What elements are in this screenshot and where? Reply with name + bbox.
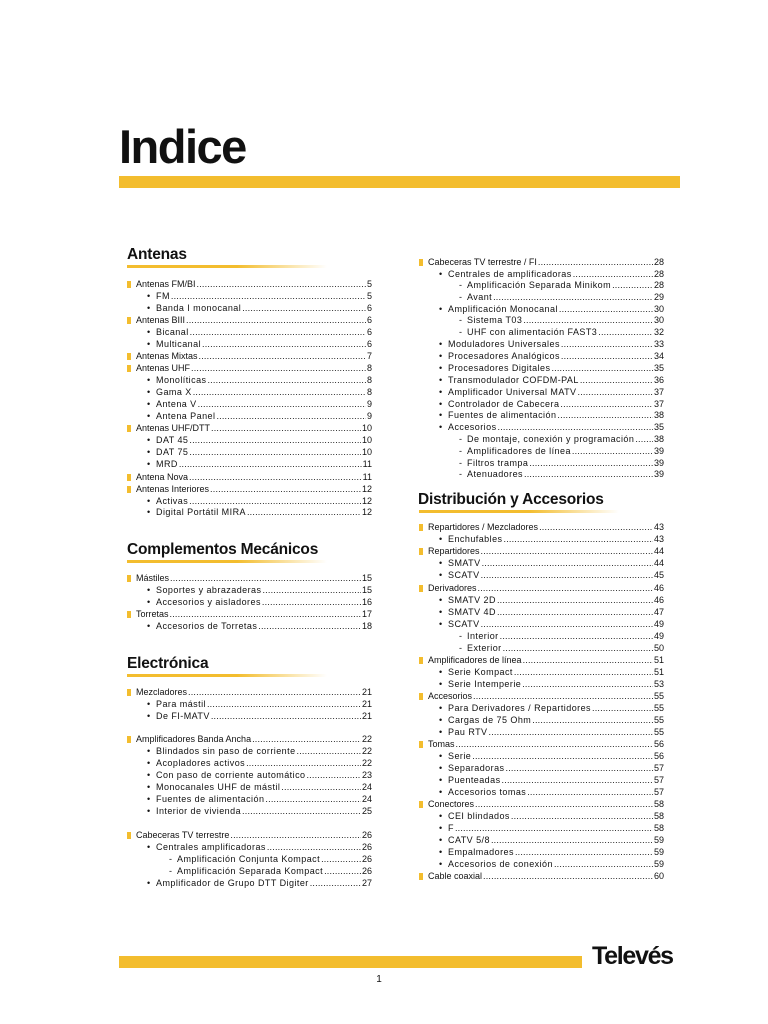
bullet-marker-icon xyxy=(127,425,131,432)
toc-subentry[interactable]: • Antena V ..... 9 xyxy=(147,399,372,410)
bullet-marker-icon xyxy=(127,611,131,618)
bullet-dot-icon: • xyxy=(147,711,151,721)
toc-subentry[interactable]: • Accesorios de Torretas ..... 18 xyxy=(147,621,372,632)
bullet-dot-icon: • xyxy=(439,823,443,833)
toc-subentry[interactable]: • Procesadores Digitales ..... 35 xyxy=(439,363,664,374)
toc-subentry[interactable]: • Acopladores activos ..... 22 xyxy=(147,758,372,769)
bullet-marker-icon xyxy=(127,353,131,360)
bullet-marker-icon xyxy=(127,736,131,743)
toc-subsubentry[interactable]: - Interior ..... 49 xyxy=(459,631,664,642)
bullet-dot-icon: • xyxy=(439,375,443,385)
bullet-dot-icon: • xyxy=(439,410,443,420)
toc-subentry[interactable]: • SMATV 2D ..... 46 xyxy=(439,595,664,606)
toc-subentry[interactable]: • Centrales de amplificadoras ..... 28 xyxy=(439,269,664,280)
toc-subentry[interactable]: • MRD ..... 11 xyxy=(147,459,372,470)
bullet-dot-icon: • xyxy=(439,558,443,568)
toc-subentry[interactable]: • Cargas de 75 Ohm ..... 55 xyxy=(439,715,664,726)
toc-entry[interactable]: Torretas ..... 17 xyxy=(127,609,372,620)
toc-subentry[interactable]: • Pau RTV ..... 55 xyxy=(439,727,664,738)
bullet-marker-icon xyxy=(419,524,423,531)
toc-subentry[interactable]: • Controlador de Cabecera ..... 37 xyxy=(439,399,664,410)
toc-entry[interactable]: Amplificadores de línea ..... 51 xyxy=(419,655,664,666)
bullet-dot-icon: • xyxy=(147,794,151,804)
bullet-marker-icon xyxy=(127,365,131,372)
toc-subentry[interactable]: • SCATV ..... 49 xyxy=(439,619,664,630)
bullet-marker-icon xyxy=(419,741,423,748)
bullet-dot-icon: • xyxy=(147,387,151,397)
bullet-dot-icon: • xyxy=(439,387,443,397)
toc-subsubentry[interactable]: - Sistema T03 ..... 30 xyxy=(459,315,664,326)
bullet-dot-icon: • xyxy=(439,595,443,605)
dash-marker-icon: - xyxy=(459,458,462,468)
toc-entry[interactable]: Antenas FM/BI ..... 5 xyxy=(127,279,372,290)
toc-subentry[interactable]: • Con paso de corriente automático ..... 23 xyxy=(147,770,372,781)
toc-subentry[interactable]: • Amplificación Monocanal ..... 30 xyxy=(439,304,664,315)
toc-entry[interactable]: Conectores ..... 58 xyxy=(419,799,664,810)
toc-subsubentry[interactable]: - Avant ..... 29 xyxy=(459,292,664,303)
toc-subentry[interactable]: • F ..... 58 xyxy=(439,823,664,834)
dash-marker-icon: - xyxy=(459,280,462,290)
bullet-dot-icon: • xyxy=(439,422,443,432)
bullet-marker-icon xyxy=(419,259,423,266)
section-title-antenas: Antenas xyxy=(127,246,187,263)
bullet-dot-icon: • xyxy=(147,339,151,349)
toc-subentry[interactable]: • CATV 5/8 ..... 59 xyxy=(439,835,664,846)
dash-marker-icon: - xyxy=(459,643,462,653)
toc-entry[interactable]: Cabeceras TV terrestre / FI ..... 28 xyxy=(419,257,664,268)
bullet-dot-icon: • xyxy=(147,842,151,852)
toc-subentry[interactable]: • Para mástil ..... 21 xyxy=(147,699,372,710)
bullet-dot-icon: • xyxy=(439,269,443,279)
toc-entry[interactable]: Mástiles ..... 15 xyxy=(127,573,372,584)
bullet-marker-icon xyxy=(127,486,131,493)
toc-subentry[interactable]: • Monocanales UHF de mástil ..... 24 xyxy=(147,782,372,793)
bullet-dot-icon: • xyxy=(439,859,443,869)
bullet-marker-icon xyxy=(419,873,423,880)
toc-subentry[interactable]: • Antena Panel ..... 9 xyxy=(147,411,372,422)
toc-entry[interactable]: Amplificadores Banda Ancha ..... 22 xyxy=(127,734,372,745)
toc-subentry[interactable]: • Monolíticas ..... 8 xyxy=(147,375,372,386)
bullet-dot-icon: • xyxy=(439,703,443,713)
toc-subentry[interactable]: • Accesorios y aisladores ..... 16 xyxy=(147,597,372,608)
toc-subentry[interactable]: • Transmodulador COFDM-PAL ..... 36 xyxy=(439,375,664,386)
brand-logo: Televés xyxy=(592,942,673,970)
toc-subsubentry[interactable]: - Filtros trampa ..... 39 xyxy=(459,458,664,469)
bullet-dot-icon: • xyxy=(147,878,151,888)
toc-entry[interactable]: Cable coaxial ..... 60 xyxy=(419,871,664,882)
toc-subsubentry[interactable]: - UHF con alimentación FAST3 ..... 32 xyxy=(459,327,664,338)
toc-subsubentry[interactable]: - Atenuadores ..... 39 xyxy=(459,469,664,480)
page-title: Indice xyxy=(119,120,246,173)
dash-marker-icon: - xyxy=(459,315,462,325)
toc-subentry[interactable]: • Fuentes de alimentación ..... 38 xyxy=(439,410,664,421)
toc-subentry[interactable]: • Accesorios ..... 35 xyxy=(439,422,664,433)
bullet-dot-icon: • xyxy=(147,806,151,816)
toc-subentry[interactable]: • Digital Portátil MIRA ..... 12 xyxy=(147,507,372,518)
bullet-dot-icon: • xyxy=(439,775,443,785)
bullet-marker-icon xyxy=(419,801,423,808)
section-rule xyxy=(127,674,327,677)
toc-subentry[interactable]: • Enchufables ..... 43 xyxy=(439,534,664,545)
bullet-dot-icon: • xyxy=(439,835,443,845)
toc-subsubentry[interactable]: - Exterior ..... 50 xyxy=(459,643,664,654)
toc-subsubentry[interactable]: - De montaje, conexión y programación ..... 38 xyxy=(459,434,664,445)
toc-subentry[interactable]: • Centrales amplificadoras ..... 26 xyxy=(147,842,372,853)
toc-subentry[interactable]: • Soportes y abrazaderas ..... 15 xyxy=(147,585,372,596)
bullet-dot-icon: • xyxy=(147,399,151,409)
toc-subentry[interactable]: • Accesorios de conexión ..... 59 xyxy=(439,859,664,870)
toc-subsubentry[interactable]: - Amplificadores de línea ..... 39 xyxy=(459,446,664,457)
toc-subentry[interactable]: • Para Derivadores / Repartidores ..... 55 xyxy=(439,703,664,714)
toc-subentry[interactable]: • Accesorios tomas ..... 57 xyxy=(439,787,664,798)
bullet-dot-icon: • xyxy=(147,597,151,607)
toc-entry[interactable]: Accesorios ..... 55 xyxy=(419,691,664,702)
bullet-dot-icon: • xyxy=(147,375,151,385)
toc-subentry[interactable]: • Serie Intemperie ..... 53 xyxy=(439,679,664,690)
toc-subentry[interactable]: • Separadoras ..... 57 xyxy=(439,763,664,774)
toc-subentry[interactable]: • Fuentes de alimentación ..... 24 xyxy=(147,794,372,805)
toc-subentry[interactable]: • DAT 75 ..... 10 xyxy=(147,447,372,458)
bullet-marker-icon xyxy=(419,548,423,555)
section-title-electronica: Electrónica xyxy=(127,655,209,672)
bullet-marker-icon xyxy=(127,689,131,696)
toc-entry[interactable]: Repartidores ..... 44 xyxy=(419,546,664,557)
toc-entry[interactable]: Antenas Interiores ..... 12 xyxy=(127,484,372,495)
bullet-dot-icon: • xyxy=(439,534,443,544)
dash-marker-icon: - xyxy=(459,446,462,456)
toc-subentry[interactable]: • De FI-MATV ..... 21 xyxy=(147,711,372,722)
bullet-marker-icon xyxy=(419,585,423,592)
bullet-dot-icon: • xyxy=(147,621,151,631)
toc-subentry[interactable]: • Moduladores Universales ..... 33 xyxy=(439,339,664,350)
bullet-dot-icon: • xyxy=(147,782,151,792)
bullet-marker-icon xyxy=(127,832,131,839)
bullet-dot-icon: • xyxy=(439,339,443,349)
bullet-dot-icon: • xyxy=(439,715,443,725)
dash-marker-icon: - xyxy=(459,469,462,479)
toc-subentry[interactable]: • Bicanal ..... 6 xyxy=(147,327,372,338)
bullet-marker-icon xyxy=(419,693,423,700)
bullet-dot-icon: • xyxy=(147,459,151,469)
toc-subentry[interactable]: • Serie ..... 56 xyxy=(439,751,664,762)
bullet-marker-icon xyxy=(127,281,131,288)
bullet-dot-icon: • xyxy=(147,507,151,517)
toc-subentry[interactable]: • Activas ..... 12 xyxy=(147,496,372,507)
toc-subentry[interactable]: • Blindados sin paso de corriente ..... 22 xyxy=(147,746,372,757)
toc-subentry[interactable]: • Amplificador Universal MATV ..... 37 xyxy=(439,387,664,398)
bullet-dot-icon: • xyxy=(147,303,151,313)
bullet-marker-icon xyxy=(127,317,131,324)
toc-subentry[interactable]: • Puenteadas ..... 57 xyxy=(439,775,664,786)
bullet-dot-icon: • xyxy=(147,411,151,421)
bullet-dot-icon: • xyxy=(439,811,443,821)
toc-subentry[interactable]: • Multicanal ..... 6 xyxy=(147,339,372,350)
bullet-dot-icon: • xyxy=(439,304,443,314)
toc-subsubentry[interactable]: - Amplificación Separada Kompact ..... 26 xyxy=(169,866,372,877)
toc-entry[interactable]: Antena Nova ..... 11 xyxy=(127,472,372,483)
bullet-marker-icon xyxy=(419,657,423,664)
toc-subentry[interactable]: • CEI blindados ..... 58 xyxy=(439,811,664,822)
toc-subsubentry[interactable]: - Amplificación Conjunta Kompact ..... 26 xyxy=(169,854,372,865)
toc-entry[interactable]: Tomas ..... 56 xyxy=(419,739,664,750)
section-title-complementos: Complementos Mecánicos xyxy=(127,541,319,558)
toc-subentry[interactable]: • SMATV 4D ..... 47 xyxy=(439,607,664,618)
bullet-dot-icon: • xyxy=(147,291,151,301)
dash-marker-icon: - xyxy=(459,434,462,444)
bullet-dot-icon: • xyxy=(147,699,151,709)
dash-marker-icon: - xyxy=(459,631,462,641)
toc-entry[interactable]: Derivadores ..... 46 xyxy=(419,583,664,594)
bullet-dot-icon: • xyxy=(439,619,443,629)
bullet-dot-icon: • xyxy=(147,435,151,445)
bullet-dot-icon: • xyxy=(439,679,443,689)
toc-subentry[interactable]: • SCATV ..... 45 xyxy=(439,570,664,581)
toc-subentry[interactable]: • Empalmadores ..... 59 xyxy=(439,847,664,858)
bullet-dot-icon: • xyxy=(439,399,443,409)
toc-subentry[interactable]: • FM ..... 5 xyxy=(147,291,372,302)
toc-entry[interactable]: Antenas Mixtas ..... 7 xyxy=(127,351,372,362)
toc-subentry[interactable]: • Procesadores Analógicos ..... 34 xyxy=(439,351,664,362)
bullet-dot-icon: • xyxy=(439,363,443,373)
bullet-dot-icon: • xyxy=(147,758,151,768)
section-rule xyxy=(127,560,327,563)
toc-subentry[interactable]: • Amplificador de Grupo DTT Digiter ..... 27 xyxy=(147,878,372,889)
toc-entry[interactable]: Antenas BIII ..... 6 xyxy=(127,315,372,326)
dash-marker-icon: - xyxy=(169,866,172,876)
toc-entry[interactable]: Repartidores / Mezcladores ..... 43 xyxy=(419,522,664,533)
toc-subentry[interactable]: • Interior de vivienda ..... 25 xyxy=(147,806,372,817)
toc-subentry[interactable]: • Banda I monocanal ..... 6 xyxy=(147,303,372,314)
toc-entry[interactable]: Cabeceras TV terrestre ..... 26 xyxy=(127,830,372,841)
toc-entry[interactable]: Antenas UHF/DTT ..... 10 xyxy=(127,423,372,434)
bullet-dot-icon: • xyxy=(439,787,443,797)
bullet-dot-icon: • xyxy=(439,763,443,773)
dash-marker-icon: - xyxy=(169,854,172,864)
toc-subentry[interactable]: • DAT 45 ..... 10 xyxy=(147,435,372,446)
bullet-marker-icon xyxy=(127,474,131,481)
section-rule xyxy=(127,265,327,268)
bullet-dot-icon: • xyxy=(147,746,151,756)
bullet-dot-icon: • xyxy=(439,727,443,737)
bullet-dot-icon: • xyxy=(439,847,443,857)
bullet-dot-icon: • xyxy=(147,496,151,506)
title-accent-bar xyxy=(119,176,680,188)
bullet-dot-icon: • xyxy=(439,570,443,580)
bullet-dot-icon: • xyxy=(147,770,151,780)
bullet-dot-icon: • xyxy=(439,607,443,617)
bullet-dot-icon: • xyxy=(439,667,443,677)
bullet-marker-icon xyxy=(127,575,131,582)
bullet-dot-icon: • xyxy=(439,351,443,361)
toc-subentry[interactable]: • Gama X ..... 8 xyxy=(147,387,372,398)
bullet-dot-icon: • xyxy=(147,327,151,337)
toc-subentry[interactable]: • SMATV ..... 44 xyxy=(439,558,664,569)
bullet-dot-icon: • xyxy=(439,751,443,761)
footer-accent-bar xyxy=(119,956,582,968)
section-title-distribucion: Distribución y Accesorios xyxy=(418,491,604,508)
dash-marker-icon: - xyxy=(459,292,462,302)
toc-entry[interactable]: Mezcladores ..... 21 xyxy=(127,687,372,698)
toc-subsubentry[interactable]: - Amplificación Separada Minikom ..... 28 xyxy=(459,280,664,291)
bullet-dot-icon: • xyxy=(147,585,151,595)
page-number: 1 xyxy=(376,974,382,985)
toc-entry[interactable]: Antenas UHF ..... 8 xyxy=(127,363,372,374)
section-rule xyxy=(419,510,619,513)
bullet-dot-icon: • xyxy=(147,447,151,457)
dash-marker-icon: - xyxy=(459,327,462,337)
toc-subentry[interactable]: • Serie Kompact ..... 51 xyxy=(439,667,664,678)
